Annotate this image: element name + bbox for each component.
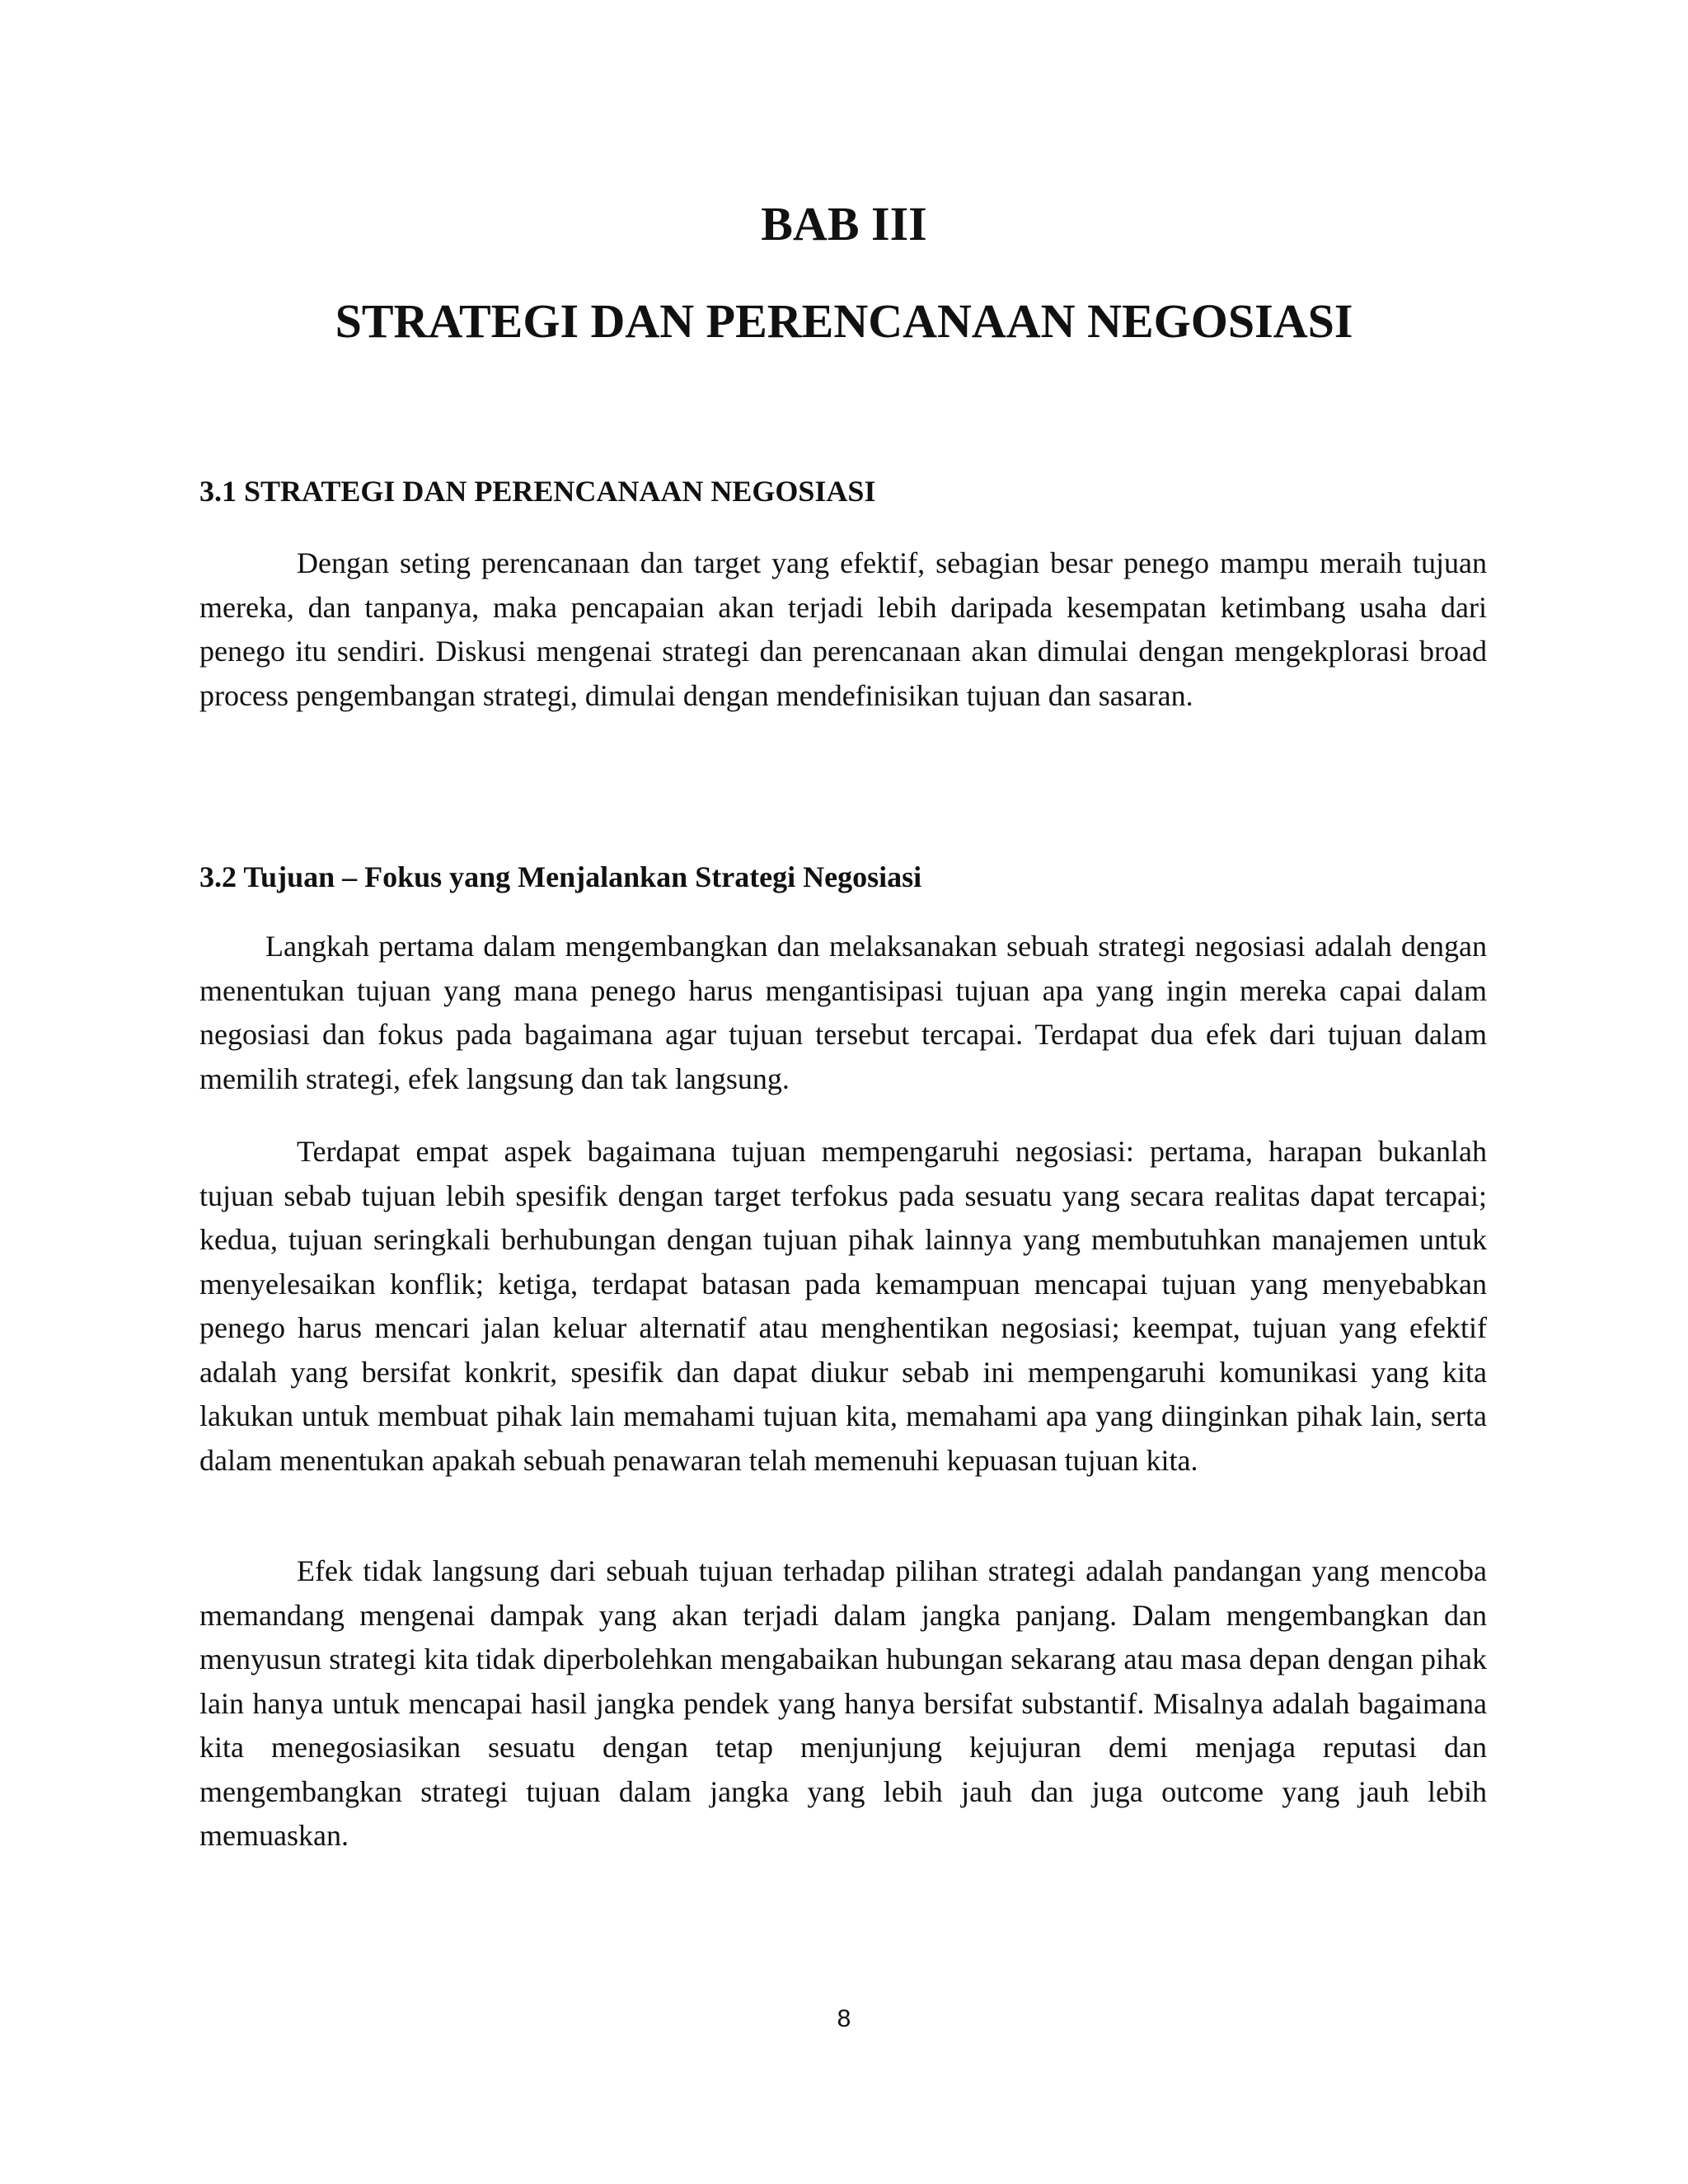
section-heading-3-2: 3.2 Tujuan – Fokus yang Menjalankan Strategi Negosiasi (199, 860, 922, 893)
chapter-title: STRATEGI DAN PERENCANAAN NEGOSIASI (335, 294, 1353, 348)
section-3-2-paragraph-3: Efek tidak langsung dari sebuah tujuan terhadap pilihan strategi adalah pandangan yang mencoba memandang mengenai dampak yang akan terjadi dalam jangka panjang. Dalam mengembangkan dan menyusun strategi kita tidak diperbolehkan mengabaikan hubungan sekarang atau masa depan dengan pihak lain hanya untuk mencapai hasil jangka pendek yang hanya bersifat substantif. Misalnya adalah bagaimana kita menegosiasikan sesuatu dengan tetap menjunjung kejujuran demi menjaga reputasi dan mengembangkan strategi tujuan dalam jangka yang lebih jauh dan juga outcome yang jauh lebih memuaskan. (199, 1554, 1487, 1852)
section-3-2-paragraph-1: Langkah pertama dalam mengembangkan dan melaksanakan sebuah strategi negosiasi adalah dengan menentukan tujuan yang mana penego harus mengantisipasi tujuan apa yang ingin mereka capai dalam negosiasi dan fokus pada bagaimana agar tujuan tersebut tercapai. Terdapat dua efek dari tujuan dalam memilih strategi, efek langsung dan tak langsung. (199, 930, 1487, 1095)
section-heading-3-1: 3.1 STRATEGI DAN PERENCANAAN NEGOSIASI (199, 475, 876, 508)
section-3-2-paragraph-2: Terdapat empat aspek bagaimana tujuan mempengaruhi negosiasi: pertama, harapan bukanlah tujuan sebab tujuan lebih spesifik dengan target terfokus pada sesuatu yang secara realitas dapat tercapai; kedua, tujuan seringkali berhubungan dengan tujuan pihak lainnya yang membutuhkan manajemen untuk menyelesaikan konflik; ketiga, terdapat batasan pada kemampuan mencapai tujuan yang menyebabkan penego harus mencari jalan keluar alternatif atau menghentikan negosiasi; keempat, tujuan yang efektif adalah yang bersifat konkrit, spesifik dan dapat diukur sebab ini mempengaruhi komunikasi yang kita lakukan untuk membuat pihak lain memahami tujuan kita, memahami apa yang diinginkan pihak lain, serta dalam menentukan apakah sebuah penawaran telah memenuhi kepuasan tujuan kita. (199, 1135, 1487, 1477)
page-number: 8 (837, 2005, 851, 2032)
chapter-number: BAB III (761, 197, 927, 251)
section-3-1-paragraph-1: Dengan seting perencanaan dan target yang efektif, sebagian besar penego mampu meraih tujuan mereka, dan tanpanya, maka pencapaian akan terjadi lebih daripada kesempatan ketimbang usaha dari penego itu sendiri. Diskusi mengenai strategi dan perencanaan akan dimulai dengan mengekplorasi broad process pengembangan strategi, dimulai dengan mendefinisikan tujuan dan sasaran. (199, 546, 1487, 712)
